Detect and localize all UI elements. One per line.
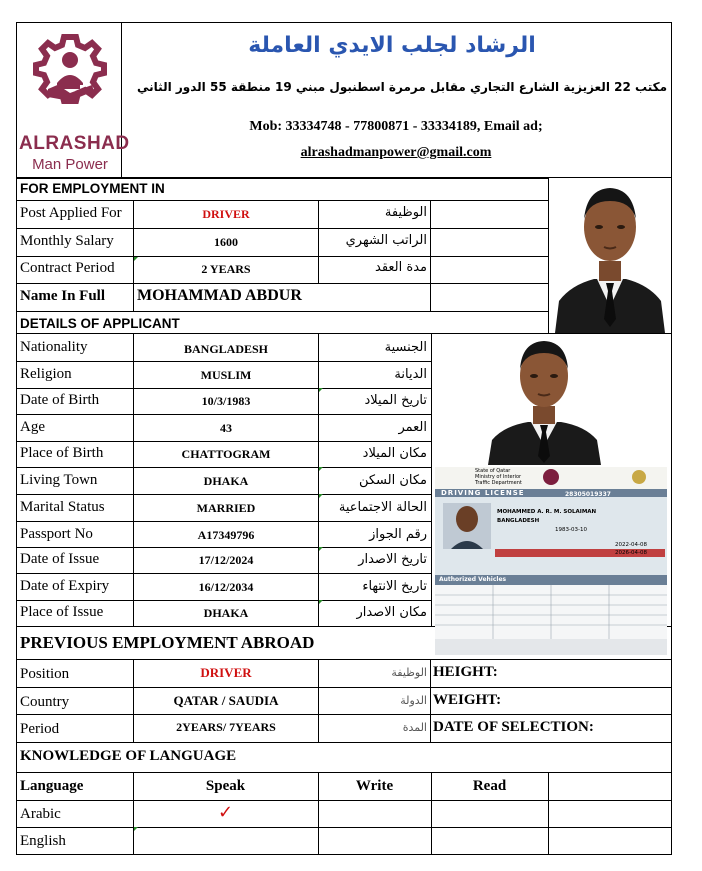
ar-prev-position: الوظيفة: [391, 666, 427, 679]
label-prev-country: Country: [20, 694, 70, 710]
driving-license-card: [435, 467, 667, 655]
value-place-birth: CHATTOGRAM: [181, 447, 271, 461]
language-english: English: [20, 833, 66, 849]
value-religion: MUSLIM: [200, 368, 252, 382]
license-dept: Traffic Department: [475, 480, 522, 486]
license-title: DRIVING LICENSE: [441, 489, 525, 497]
header: [16, 22, 672, 178]
logo-subtext: Man Power: [32, 156, 108, 173]
ar-living-town: مكان السكن: [358, 473, 427, 488]
label-name: Name In Full: [20, 288, 106, 304]
company-contact: Mob: 33334748 - 77800871 - 33334189, Email ad;: [249, 119, 543, 134]
applicant-photo-middle: [484, 336, 605, 465]
ar-prev-period: المدة: [402, 721, 427, 734]
label-prev-position: Position: [20, 666, 70, 682]
label-height: HEIGHT:: [433, 664, 498, 680]
header-speak: Speak: [205, 778, 246, 794]
section-previous: PREVIOUS EMPLOYMENT ABROAD: [20, 633, 315, 652]
checkmark-icon: ✓: [217, 802, 234, 823]
label-issue-date: Date of Issue: [20, 551, 100, 567]
label-post: Post Applied For: [20, 205, 122, 221]
ar-salary: الراتب الشهري: [345, 233, 427, 248]
value-living-town: DHAKA: [203, 474, 249, 488]
label-living-town: Living Town: [20, 472, 98, 488]
ar-nationality: الجنسية: [384, 340, 427, 355]
value-age: 43: [220, 421, 232, 435]
company-address-ar: مكتب 22 العزيزية الشارع التجاري مقابل مرمرة اسطنبول مبني 19 منطقة 55 الدور الثاني: [137, 80, 667, 94]
value-expiry-date: 16/12/2034: [198, 580, 254, 594]
license-vehicles: Authorized Vehicles: [439, 576, 507, 583]
label-nationality: Nationality: [20, 339, 88, 355]
ar-dob: تاريخ الميلاد: [364, 393, 427, 408]
header-write: Write: [355, 778, 394, 794]
label-marital: Marital Status: [20, 499, 105, 515]
ar-post: الوظيفة: [384, 205, 427, 220]
label-place-birth: Place of Birth: [20, 445, 104, 461]
value-name: MOHAMMAD ABDUR: [137, 287, 302, 304]
section-employment: FOR EMPLOYMENT IN: [20, 181, 165, 196]
ar-marital: الحالة الاجتماعية: [338, 500, 427, 515]
label-religion: Religion: [20, 366, 72, 382]
label-weight: WEIGHT:: [433, 692, 502, 708]
logo: [16, 22, 130, 178]
ar-prev-country: الدولة: [400, 694, 427, 707]
value-post: DRIVER: [202, 207, 250, 221]
value-prev-position: DRIVER: [200, 665, 252, 680]
person-photo-icon: [484, 336, 605, 465]
ar-place-issue: مكان الاصدار: [356, 605, 427, 620]
language-arabic: Arabic: [20, 806, 61, 822]
value-salary: 1600: [214, 235, 238, 249]
ar-place-birth: مكان الميلاد: [362, 446, 427, 461]
company-info: [122, 22, 672, 178]
license-country: State of Qatar: [475, 468, 511, 474]
ar-passport: رقم الجواز: [369, 527, 427, 542]
license-validity: 2026-04-08: [615, 550, 647, 556]
value-prev-country: QATAR / SAUDIA: [173, 693, 279, 708]
ar-age: العمر: [398, 420, 427, 435]
label-dob: Date of Birth: [20, 392, 100, 408]
company-emblem-icon: [32, 33, 108, 109]
header-read: Read: [472, 778, 507, 794]
license-number: 28305019337: [565, 491, 611, 498]
label-contract: Contract Period: [20, 260, 115, 276]
value-issue-date: 17/12/2024: [198, 553, 254, 567]
value-nationality: BANGLADESH: [183, 342, 269, 356]
ar-religion: الديانة: [394, 367, 427, 382]
license-dob: 1983-03-10: [555, 527, 587, 533]
value-place-issue: DHAKA: [203, 606, 249, 620]
ar-issue-date: تاريخ الاصدار: [358, 552, 427, 567]
license-nationality: BANGLADESH: [497, 518, 540, 524]
person-photo-icon: [549, 179, 671, 333]
value-marital: MARRIED: [196, 501, 256, 515]
value-dob: 10/3/1983: [201, 394, 251, 408]
section-applicant: DETAILS OF APPLICANT: [20, 316, 180, 331]
header-language: Language: [20, 778, 84, 794]
label-expiry-date: Date of Expiry: [20, 578, 110, 594]
value-passport: A17349796: [197, 528, 255, 542]
label-age: Age: [20, 419, 45, 435]
license-name: MOHAMMED A. R. M. SOLAIMAN: [497, 509, 597, 515]
license-first-issue: 2022-04-08: [615, 542, 647, 548]
company-email[interactable]: alrashadmanpower@gmail.com: [300, 145, 492, 160]
value-prev-period: 2YEARS/ 7YEARS: [176, 720, 276, 734]
logo-text: ALRASHAD: [19, 133, 130, 154]
company-name-ar: الرشاد لجلب الايدي العاملة: [248, 33, 536, 58]
ar-expiry-date: تاريخ الانتهاء: [362, 579, 427, 594]
ar-contract: مدة العقد: [375, 260, 427, 275]
applicant-photo-top: [549, 179, 671, 333]
license-ministry: Ministry of Interior: [475, 474, 522, 480]
section-language: KNOWLEDGE OF LANGUAGE: [20, 748, 237, 764]
label-salary: Monthly Salary: [20, 233, 114, 249]
label-date-selection: DATE OF SELECTION:: [433, 719, 594, 735]
value-contract: 2 YEARS: [201, 262, 251, 276]
label-passport: Passport No: [20, 526, 93, 542]
label-prev-period: Period: [20, 721, 60, 737]
label-place-issue: Place of Issue: [20, 604, 104, 620]
